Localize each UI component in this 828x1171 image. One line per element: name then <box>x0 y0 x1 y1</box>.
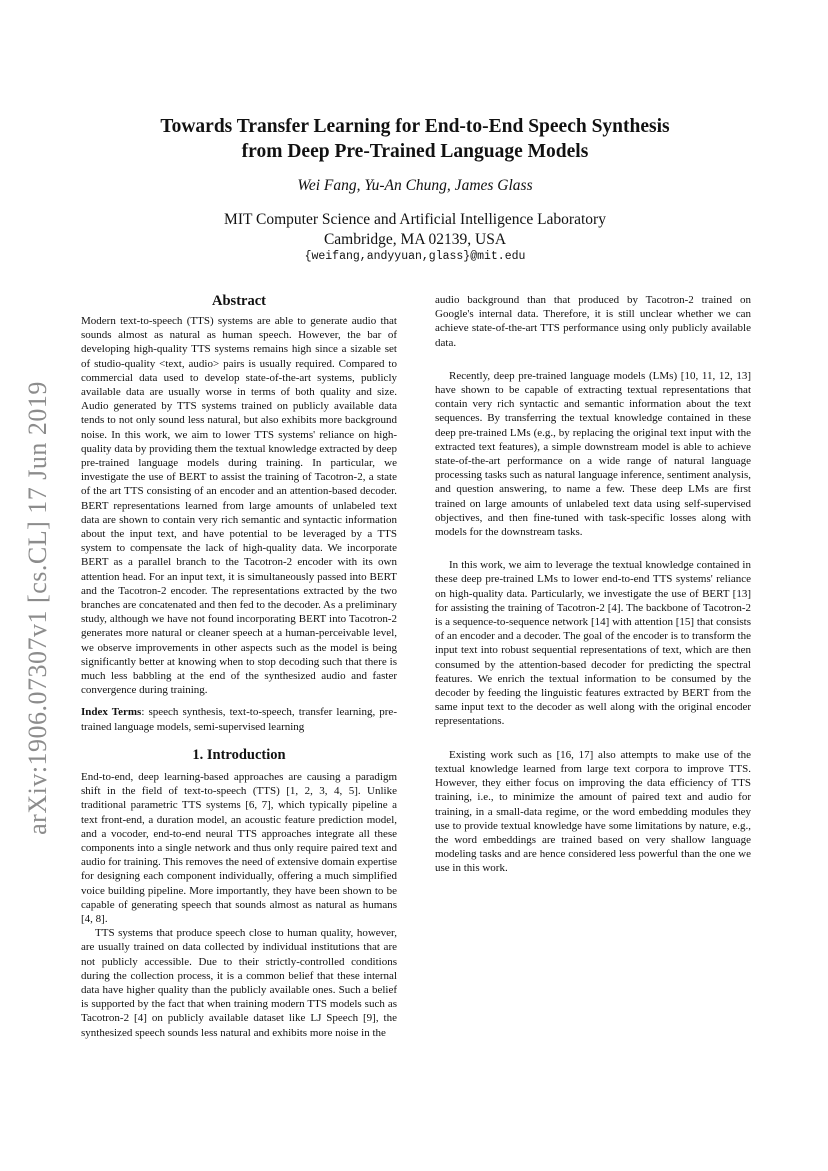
arxiv-sidebar-stamp <box>22 368 54 848</box>
arxiv-identifier: arXiv:1906.07307v1 [cs.CL] 17 Jun 2019 <box>23 381 52 835</box>
index-terms <box>81 705 397 733</box>
affiliation <box>100 210 730 250</box>
affiliation-line-2: Cambridge, MA 02139, USA <box>323 231 507 248</box>
intro-paragraph-2-continued: audio background than that produced by Tacotron-2 trained on Google's internal data. Therefore, it is still unclear whether we can achieve state-of-the-art TTS performance using only publicly available data. <box>435 294 751 349</box>
right-column <box>435 293 751 876</box>
left-column <box>81 292 397 1040</box>
author-list: Wei Fang, Yu-An Chung, James Glass <box>297 177 533 194</box>
intro-paragraph-5: Existing work such as [16, 17] also attempts to make use of the textual knowledge learned from large text corpora to improve TTS. However, they either focus on improving the data efficiency of TTS training, i.e., to minimize the amount of paired text and audio for training, in a small-data regime, or the word embedding modules they use to provide textual knowledge have some limitations by nature, e.g., the word embeddings are trained based on very shallow language modeling tasks and are hence considered less powerful than the one we use in this work. <box>435 748 751 875</box>
intro-paragraph-1: End-to-end, deep learning-based approaches are causing a paradigm shift in the field of text-to-speech (TTS) [1, 2, 3, 4, 5]. Unlike traditional parametric TTS systems [6, 7], which typically pipeline a text front-end, a duration model, an acoustic feature prediction model, and a vocoder, end-to-end neural TTS approaches integrate all these components into a single network and thus only require paired text and audio for training. This removes the need of extensive domain expertise for designing each component individually, offering a much simplified voice building pipeline. More importantly, they have been shown to be capable of generating speech that sounds almost as natural as humans [4, 8]. <box>81 770 397 925</box>
affiliation-line-1: MIT Computer Science and Artificial Intelligence Laboratory <box>224 211 606 228</box>
abstract-text: Modern text-to-speech (TTS) systems are able to generate audio that sounds almost as natural as human speech. However, the bar of developing high-quality TTS systems remains high since a sizable set of studio-quality <text, audio> pairs is usually required. Compared to commercial data used to develop state-of-the-art systems, publicly available data are usually worse in terms of both quality and size. Audio generated by TTS systems trained on publicly available data tends to not only sound less natural, but also exhibits more background noise. In this work, we aim to lower TTS systems' reliance on high-quality data by providing them the textual knowledge extracted by deep pre-trained language models during training. In particular, we investigate the use of BERT to assist the training of Tacotron-2, a state of the art TTS consisting of an encoder and an attention-based decoder. BERT representations learned from large amounts of unlabeled text data are shown to contain very rich semantic and syntactic information about the input text, and have potential to be leveraged by a TTS system to compensate the lack of high-quality data. We incorporate BERT as a parallel branch to the Tacotron-2 encoder with its own attention head. For an input text, it is simultaneously passed into BERT and the Tacotron-2 encoder. The representations extracted by the two branches are concatenated and then fed to the decoder. As a preliminary study, although we have not found incorporating BERT into Tacotron-2 generates more natural or cleaner speech at a human-perceivable level, we observe improvements in other aspects such as the model is being significantly better at knowing when to stop decoding such that there is much less babbling at the end of the synthesized audio and faster convergence during training. <box>81 315 397 697</box>
intro-paragraph-2: TTS systems that produce speech close to human quality, however, are usually trained on data collected by individual institutions that are not publicly accessible. Due to their strictly-controlled conditions during the collection process, it is a common belief that these internal data have higher quality than the publicly available ones. Such a belief is supported by the fact that when training modern TTS models such as Tacotron-2 [4] on publicly available dataset like LJ Speech [9], the synthesized speech sounds less natural and exhibits more noise in the <box>81 927 397 1039</box>
author-emails: {weifang,andyyuan,glass}@mit.edu <box>304 250 526 263</box>
title-line-2: from Deep Pre-Trained Language Models <box>241 141 589 162</box>
intro-paragraph-4: In this work, we aim to leverage the textual knowledge contained in these deep pre-trained LMs to lower end-to-end TTS systems' reliance on high-quality data. Particularly, we investigate the use of BERT [13] for assisting the training of Tacotron-2 [4]. The backbone of Tacotron-2 is a sequence-to-sequence network [14] with attention [15] that consists of an encoder and a decoder. The goal of the encoder is to transform the input text into robust sequential representations of text, which are then consumed by the attention-based decoder for predicting the spectral features. We enrich the textual information to be consumed by the decoder by feeding the linguistic features extracted by BERT from the same input text to the decoder as well along with the original encoder representations. <box>435 559 751 728</box>
abstract-heading: Abstract <box>212 293 266 309</box>
introduction-heading: 1. Introduction <box>192 746 286 763</box>
title-line-1: Towards Transfer Learning for End-to-End Speech Synthesis <box>160 116 670 137</box>
index-terms-text: : speech synthesis, text-to-speech, transfer learning, pre-trained language models, semi-supervised learning <box>81 706 397 733</box>
paper-title <box>100 114 730 164</box>
index-terms-label: Index Terms <box>81 706 142 719</box>
intro-paragraph-3: Recently, deep pre-trained language models (LMs) [10, 11, 12, 13] have shown to be capable of extracting textual representations that contain very rich syntactic and semantic information about the text sequences. By transferring the textual knowledge contained in these deep pre-trained LMs (e.g., by replacing the original text input with the extracted text features), a simple downstream model is able to achieve state-of-the-art performance on a wide range of natural language processing tasks such as natural language inference, sentiment analysis, and question answering, to name a few. These deep LMs are first trained on large amounts of unlabeled text data using self-supervised objectives, and then fine-tuned with task-specific losses along with models for the downstream tasks. <box>435 369 751 539</box>
